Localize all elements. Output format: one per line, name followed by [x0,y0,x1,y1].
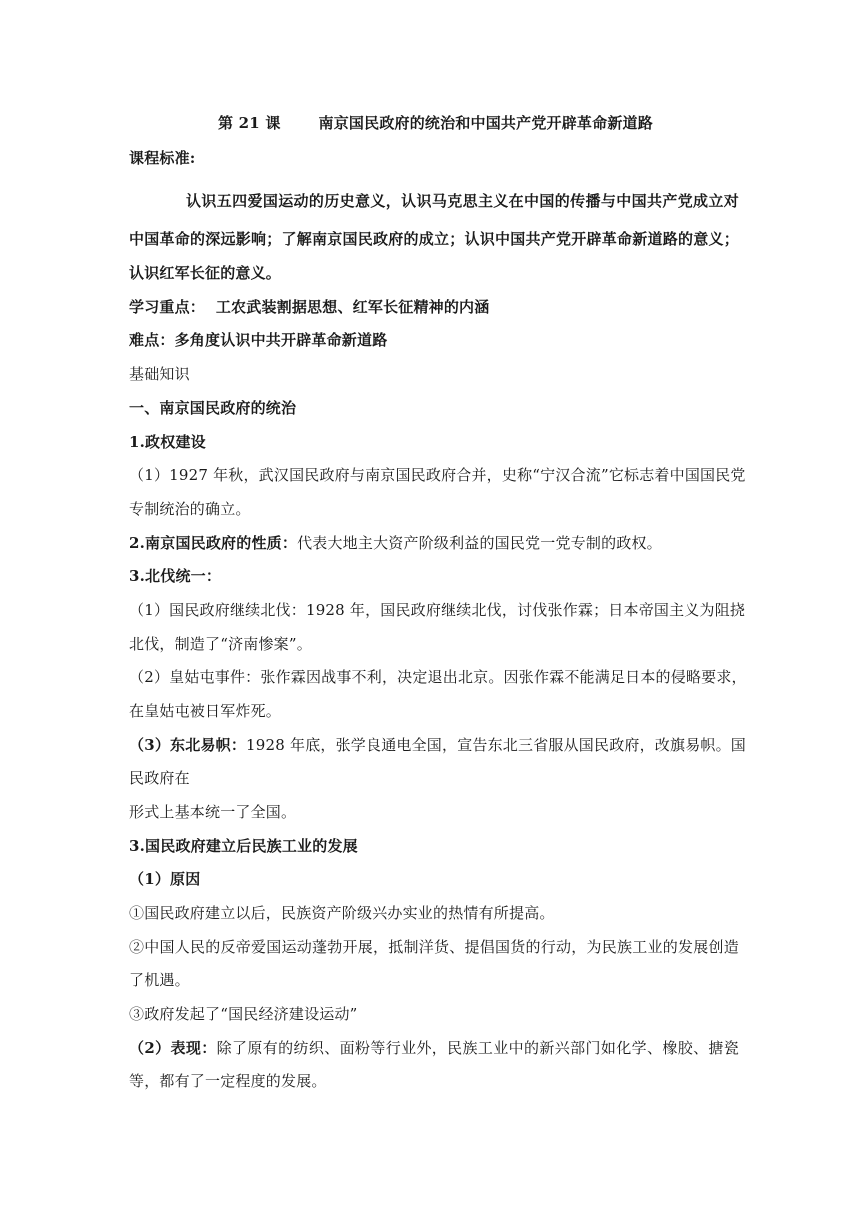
sub3-heading: 3.北伐统一： [129,567,222,585]
sub3-p3-line-3: 形式上基本统一了全国。 [129,803,297,821]
sub2-paragraph [129,533,739,553]
basics-heading: 基础知识 [129,365,190,383]
sub1-line-1: （1）1927 年秋，武汉国民政府与南京国民政府合并，史称“宁汉合流”它标志着中国国民党 [129,466,746,484]
sub3-p3-text: 1928 年底，张学良通电全国，宣告东北三省服从国民政府，改旗易帜。国 [246,736,746,754]
standard-line-2: 中国革命的深远影响；了解南京国民政府的成立；认识中国共产党开辟革命新道路的意义； [129,230,739,248]
sub1-line-2: 专制统治的确立。 [129,500,251,518]
lesson-number: 第 21 课 [218,114,281,132]
sub1-heading: 1.政权建设 [129,433,206,451]
sub4-perf-text: 除了原有的纺织、面粉等行业外，民族工业中的新兴部门如化学、橡胶、搪瓷 [216,1039,739,1057]
sub4-perf-label: （2）表现： [129,1039,217,1057]
sub4-reason-2: ②中国人民的反帝爱国运动蓬勃开展，抵制洋货、提倡国货的行动，为民族工业的发展创造 [129,938,739,956]
difficulty: 难点：多角度认识中共开辟革命新道路 [129,331,388,349]
sub3-p3-line-1 [129,735,746,755]
sub4-reason-2-cont: 了机遇。 [129,971,190,989]
section1-heading: 一、南京国民政府的统治 [129,399,297,417]
sub2-text: 代表大地主大资产阶级利益的国民党一党专制的政权。 [297,534,662,552]
sub2-label: 2.南京国民政府的性质： [129,534,298,552]
standard-line-3: 认识红军长征的意义。 [129,264,282,282]
sub4-perf-line-1 [129,1038,739,1058]
lesson-name: 南京国民政府的统治和中国共产党开辟革命新道路 [318,114,653,132]
sub3-p2-line-1: （2）皇姑屯事件：张作霖因战事不利，决定退出北京。因张作霖不能满足日本的侵略要求， [129,668,747,686]
sub3-p3-line-2: 民政府在 [129,769,190,787]
lesson-title [218,113,718,133]
standard-line-1: 认识五四爱国运动的历史意义，认识马克思主义在中国的传播与中国共产党成立对 [186,192,739,210]
sub3-p1-line-1: （1）国民政府继续北伐：1928 年，国民政府继续北伐，讨伐张作霖；日本帝国主义为阻挠 [129,601,746,619]
sub3-p3-label: （3）东北易帜： [129,736,247,754]
key-point: 学习重点： 工农武装割据思想、红军长征精神的内涵 [129,298,490,316]
sub4-reason-heading: （1）原因 [129,870,201,888]
sub3-p2-line-2: 在皇姑屯被日军炸死。 [129,702,282,720]
sub4-reason-3: ③政府发起了“国民经济建设运动” [129,1005,358,1023]
sub3-p1-line-2: 北伐，制造了“济南惨案”。 [129,635,312,653]
sub4-reason-1: ①国民政府建立以后，民族资产阶级兴办实业的热情有所提高。 [129,904,555,922]
sub4-perf-line-2: 等，都有了一定程度的发展。 [129,1072,327,1090]
standard-heading: 课程标准: [129,149,196,167]
sub4-heading: 3.国民政府建立后民族工业的发展 [129,837,358,855]
